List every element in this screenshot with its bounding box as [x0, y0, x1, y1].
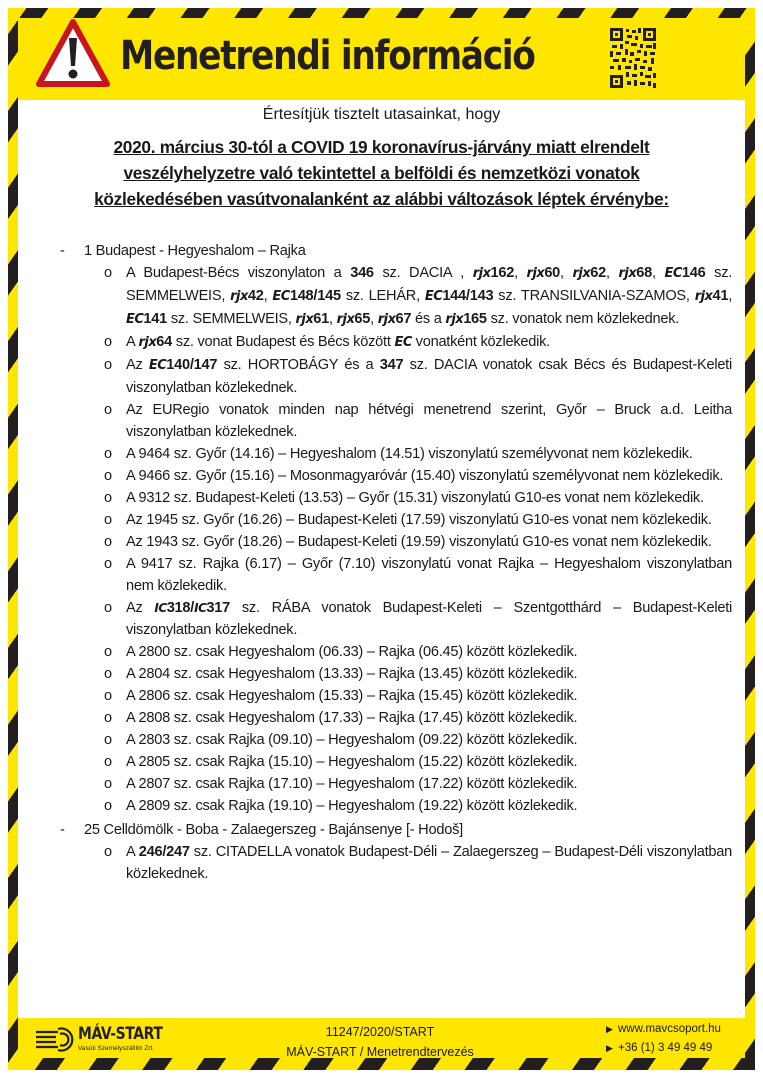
train-number: 148/145: [289, 288, 341, 304]
train-number: /: [190, 600, 195, 616]
item-text: A 2805 sz. csak Rajka (15.10) – Hegyeshalom (15.22) között közlekedik.: [126, 754, 578, 770]
rjx-train-logo: rjx: [295, 312, 314, 327]
website-row: [606, 1020, 721, 1039]
train-number: 65: [354, 311, 371, 327]
list-item: [104, 553, 732, 597]
section-title: 1 Budapest - Hegyeshalom – Rajka: [84, 243, 306, 259]
item-text: Az EURegio vonatok minden nap hétvégi menetrend szerint, Győr – Bruck a.d. Leitha viszonylatban közlekednek.: [126, 402, 732, 440]
train-number: 67: [395, 311, 412, 327]
ec-train-logo: EC: [126, 312, 144, 327]
circle-bullet-icon: o: [104, 844, 112, 860]
headline-line: közlekedésében vasútvonalanként az alábbi változások léptek érvénybe:: [94, 189, 669, 209]
ec-train-logo: EC: [272, 289, 290, 304]
train-number: 61: [313, 311, 329, 327]
list-item: [104, 685, 732, 707]
section-items: [84, 841, 732, 885]
circle-bullet-icon: o: [104, 776, 112, 792]
circle-bullet-icon: o: [104, 666, 112, 682]
circle-bullet-icon: o: [104, 512, 112, 528]
item-text: ,: [560, 265, 573, 281]
intro-text: Értesítjük tisztelt utasainkat, hogy: [262, 106, 501, 123]
item-text: A 2804 sz. csak Hegyeshalom (13.33) – Rajka (13.45) között közlekedik.: [126, 666, 578, 682]
circle-bullet-icon: o: [104, 556, 112, 572]
department: MÁV-START / Menetrendtervezés: [286, 1045, 474, 1059]
list-item: [104, 663, 732, 685]
item-text: A 9464 sz. Győr (14.16) – Hegyeshalom (14.51) viszonylatú személyvonat nem közlekedik.: [126, 446, 693, 462]
arrow-right-icon: ▶: [606, 1043, 613, 1053]
item-text: A 9312 sz. Budapest-Keleti (13.53) – Győr (15.31) viszonylatú G10-es vonat nem közlekedik.: [126, 490, 704, 506]
item-text: A 2800 sz. csak Hegyeshalom (06.33) – Rajka (06.45) között közlekedik.: [126, 644, 578, 660]
circle-bullet-icon: o: [104, 402, 112, 418]
rjx-train-logo: rjx: [138, 335, 157, 350]
document-number: 11247/2020/START: [325, 1025, 435, 1039]
item-text: ,: [651, 265, 665, 281]
item-text: A 2808 sz. csak Hegyeshalom (17.33) – Rajka (17.45) között közlekedik.: [126, 710, 578, 726]
train-number: 347: [379, 357, 404, 373]
circle-bullet-icon: o: [104, 468, 112, 484]
list-item: [104, 597, 732, 641]
section-items: [84, 262, 732, 817]
rjx-train-logo: rjx: [526, 266, 545, 281]
phone-number: +36 (1) 3 49 49 49: [618, 1042, 713, 1054]
footer-brand: MÁV-START: [78, 1024, 163, 1044]
ic-train-logo: IC: [194, 601, 207, 615]
circle-bullet-icon: o: [104, 732, 112, 748]
item-text: A 2803 sz. csak Rajka (09.10) – Hegyeshalom (09.22) között közlekedik.: [126, 732, 578, 748]
page-title: Menetrendi információ: [120, 33, 535, 79]
item-text: ,: [728, 288, 732, 304]
item-text: A 9466 sz. Győr (15.16) – Mosonmagyaróvár (15.40) viszonylatú személyvonat nem közlekedik.: [126, 468, 724, 484]
list-item: [104, 729, 732, 751]
rjx-train-logo: rjx: [472, 266, 491, 281]
item-text: sz. CITADELLA vonatok Budapest-Déli – Zalaegerszeg – Budapest-Déli viszonylatban közlekednek.: [126, 844, 732, 882]
item-text: ,: [329, 311, 337, 327]
footer-brand-sub: Vasúti Személyszállító Zrt.: [78, 1045, 155, 1052]
rjx-train-logo: rjx: [336, 312, 355, 327]
item-text: Az 1943 sz. Győr (18.26) – Budapest-Keleti (19.59) viszonylatú G10-es vonat nem közlekedik.: [126, 534, 712, 550]
item-text: A Budapest-Bécs viszonylaton a: [126, 265, 351, 281]
circle-bullet-icon: o: [104, 798, 112, 814]
arrow-right-icon: ▶: [606, 1024, 613, 1034]
list-item: [104, 751, 732, 773]
ec-train-logo: EC: [394, 335, 412, 350]
ec-train-logo: EC: [424, 289, 443, 304]
item-text: ,: [514, 265, 527, 281]
list-item: [104, 443, 732, 465]
rjx-train-logo: rjx: [445, 312, 464, 327]
list-item: [104, 707, 732, 729]
section-dash: -: [60, 822, 65, 838]
rjx-train-logo: rjx: [377, 312, 396, 327]
list-item: [104, 399, 732, 443]
item-text: és a: [411, 311, 446, 327]
item-text: A 2806 sz. csak Hegyeshalom (15.33) – Rajka (15.45) között közlekedik.: [126, 688, 578, 704]
list-item: [104, 795, 732, 817]
circle-bullet-icon: o: [104, 265, 112, 281]
section-dash: -: [60, 243, 65, 259]
item-text: sz. RÁBA vonatok Budapest-Keleti – Szentgotthárd – Budapest-Keleti viszonylatban közlekednek.: [126, 600, 732, 638]
section-title: 25 Celldömölk - Boba - Zalaegerszeg - Bajánsenye [- Hodoš]: [84, 822, 463, 838]
line-section: [56, 240, 732, 817]
circle-bullet-icon: o: [104, 710, 112, 726]
train-number: 62: [590, 265, 607, 281]
item-text: ,: [263, 288, 273, 304]
train-number: 68: [636, 265, 652, 281]
item-text: Az: [126, 600, 155, 616]
item-text: Az 1945 sz. Győr (16.26) – Budapest-Keleti (17.59) viszonylatú G10-es vonat nem közlekedik.: [126, 512, 712, 528]
list-item: [104, 465, 732, 487]
item-text: A 2807 sz. csak Rajka (17.10) – Hegyeshalom (17.22) között közlekedik.: [126, 776, 578, 792]
item-text: sz. HORTOBÁGY és a: [217, 357, 380, 373]
item-text: A: [126, 334, 139, 350]
train-number: 140/147: [166, 357, 218, 373]
list-item: [104, 509, 732, 531]
list-item: [104, 531, 732, 553]
circle-bullet-icon: o: [104, 357, 112, 373]
phone-row: [606, 1039, 721, 1058]
list-item: [104, 262, 732, 331]
train-number: 41: [712, 288, 729, 304]
warning-triangle-icon: [36, 18, 110, 88]
item-text: ,: [370, 311, 378, 327]
line-section: [56, 819, 732, 885]
website-link[interactable]: www.mavcsoport.hu: [618, 1023, 721, 1035]
footer-center: [250, 1022, 510, 1062]
circle-bullet-icon: o: [104, 754, 112, 770]
circle-bullet-icon: o: [104, 490, 112, 506]
item-text: sz. vonatok nem közlekednek.: [486, 311, 680, 327]
train-number: 141: [143, 311, 168, 327]
train-number: 317: [206, 600, 230, 616]
rjx-train-logo: rjx: [618, 266, 637, 281]
list-item: [104, 354, 732, 399]
train-number: 346: [350, 265, 374, 281]
headline-line: veszélyhelyzetre való tekintettel a belföldi és nemzetközi vonatok: [123, 163, 640, 183]
circle-bullet-icon: o: [104, 446, 112, 462]
item-text: sz. TRANSILVANIA-SZAMOS,: [493, 288, 695, 304]
list-item: [104, 841, 732, 885]
item-text: A 2809 sz. csak Rajka (19.10) – Hegyeshalom (19.22) között közlekedik.: [126, 798, 578, 814]
circle-bullet-icon: o: [104, 688, 112, 704]
train-number: 144/143: [442, 288, 494, 304]
train-number: 246/247: [138, 844, 190, 860]
rjx-train-logo: rjx: [572, 266, 591, 281]
item-text: vonatként közlekedik.: [411, 334, 550, 350]
circle-bullet-icon: o: [104, 334, 112, 350]
item-text: ,: [606, 265, 619, 281]
train-number: 64: [156, 334, 172, 350]
train-number: 146: [681, 265, 706, 281]
item-text: Az: [126, 357, 149, 373]
item-text: sz. SEMMELWEIS,: [126, 265, 733, 304]
circle-bullet-icon: o: [104, 534, 112, 550]
list-item: [104, 641, 732, 663]
item-text: sz. DACIA vonatok csak Bécs és Budapest-Keleti viszonylatban közlekednek.: [126, 357, 732, 396]
train-number: 318: [166, 600, 191, 616]
ec-train-logo: EC: [148, 358, 167, 373]
train-number: 42: [247, 288, 264, 304]
circle-bullet-icon: o: [104, 600, 112, 616]
item-text: sz. LEHÁR,: [340, 288, 425, 304]
footer-contact: [606, 1020, 721, 1058]
item-text: A 9417 sz. Rajka (6.17) – Győr (7.10) viszonylatú vonat Rajka – Hegyeshalom viszonylatban nem közlekedik.: [126, 556, 732, 594]
headline: [30, 134, 733, 212]
item-text: sz. vonat Budapest és Bécs között: [171, 334, 395, 350]
list-item: [104, 487, 732, 509]
item-text: sz. SEMMELWEIS,: [167, 311, 296, 327]
changes-list: [56, 238, 732, 885]
item-text: A: [126, 844, 139, 860]
item-text: sz. DACIA ,: [373, 265, 473, 281]
train-number: 60: [544, 265, 561, 281]
ic-train-logo: IC: [154, 601, 167, 615]
ec-train-logo: EC: [664, 266, 682, 281]
rjx-train-logo: rjx: [694, 289, 713, 304]
qr-code-icon: [610, 28, 656, 88]
circle-bullet-icon: o: [104, 644, 112, 660]
train-number: 162: [490, 265, 515, 281]
list-item: [104, 331, 732, 354]
train-number: 165: [463, 311, 487, 327]
list-item: [104, 773, 732, 795]
rjx-train-logo: rjx: [230, 289, 248, 304]
headline-line: 2020. március 30-tól a COVID 19 koronavírus-járvány miatt elrendelt: [113, 137, 650, 157]
